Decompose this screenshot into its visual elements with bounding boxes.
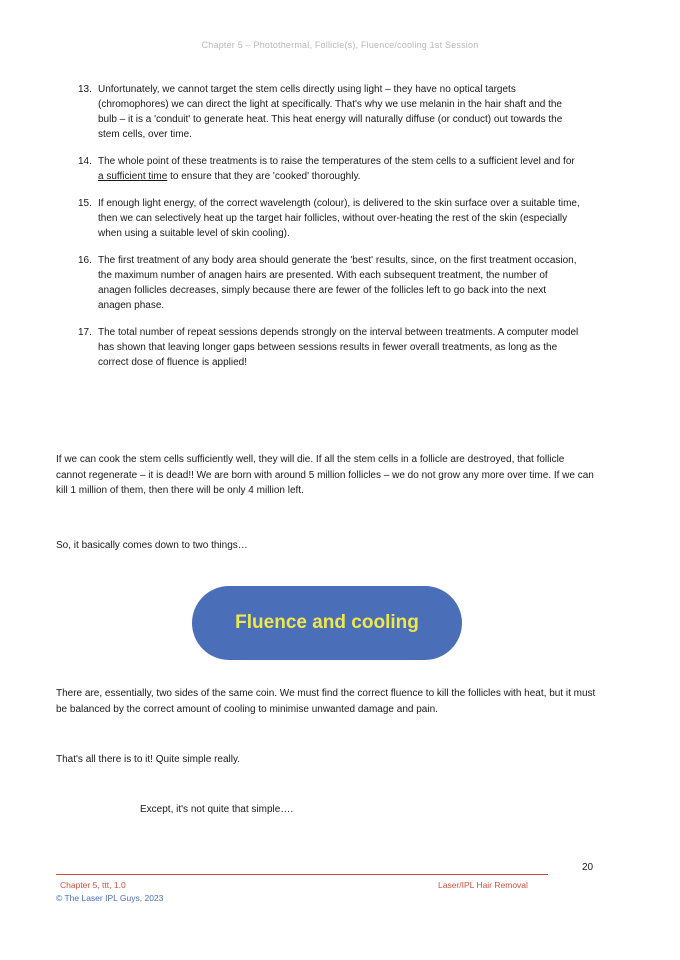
list-item-number: 14. bbox=[78, 156, 92, 167]
footer-title: Laser/IPL Hair Removal bbox=[438, 880, 528, 890]
simple-paragraph: That's all there is to it! Quite simple really. bbox=[56, 754, 241, 765]
list-item-number: 17. bbox=[78, 327, 92, 338]
list-item-number: 15. bbox=[78, 198, 92, 209]
list-item-text: The first treatment of any body area should generate the 'best' results, since, on the first treatment occasion, the maximum number of anagen hairs are presented. With each subsequent treatment, the number of anagen follicles decreases, simply because there are fewer of the follicles left to go back into the next anagen phase. bbox=[98, 255, 577, 311]
list-item bbox=[0, 325, 680, 370]
list-item-text: Unfortunately, we cannot target the stem cells directly using light – they have no optical targets (chromophores) we can direct the light at specifically. That's why we use melanin in the hair shaft and the bulb – it is a 'conduit' to generate heat. This heat energy will naturally diffuse (or conduct) out towards the stem cells, over time. bbox=[98, 84, 563, 140]
underlined-phrase: a sufficient time bbox=[98, 171, 168, 182]
list-item-number: 16. bbox=[78, 255, 92, 266]
list-item-number: 13. bbox=[78, 84, 92, 95]
stem-cells-paragraph: If we can cook the stem cells sufficiently well, they will die. If all the stem cells in a follicle are destroyed, that follicle cannot regenerate – it is dead!! We are born with around 5 million follicles – we do not grow any more over time. If we can kill 1 million of them, then there will be only 4 million left. bbox=[56, 454, 594, 496]
banner-label: Fluence and cooling bbox=[235, 612, 419, 633]
fluence-cooling-banner bbox=[192, 586, 462, 660]
running-header: Chapter 5 – Photothermal, Follicle(s), Fluence/cooling 1st Session bbox=[201, 40, 479, 50]
footer-chapter: Chapter 5, ttt, 1.0 bbox=[60, 880, 126, 890]
numbered-list bbox=[0, 82, 680, 382]
page-number: 20 bbox=[582, 862, 594, 873]
except-paragraph: Except, it's not quite that simple…. bbox=[140, 804, 294, 815]
footer-copyright: © The Laser IPL Guys, 2023 bbox=[56, 893, 164, 903]
list-item bbox=[0, 196, 680, 241]
footer-divider bbox=[56, 874, 548, 875]
list-item-text-start: The whole point of these treatments is to raise the temperatures of the stem cells to a sufficient level and for bbox=[98, 156, 575, 167]
list-item bbox=[0, 82, 680, 142]
list-item-text bbox=[98, 154, 582, 184]
list-item-text-end: to ensure that they are 'cooked' thoroughly. bbox=[167, 171, 361, 182]
two-things-paragraph: So, it basically comes down to two things… bbox=[56, 540, 248, 551]
list-item-text: The total number of repeat sessions depends strongly on the interval between treatments. A computer model has shown that leaving longer gaps between sessions results in fewer overall treatments, as long as the correct dose of fluence is applied! bbox=[98, 327, 579, 368]
list-item bbox=[0, 154, 680, 184]
list-item-text: If enough light energy, of the correct wavelength (colour), is delivered to the skin surface over a suitable time, then we can selectively heat up the target hair follicles, without over-heating the rest of the skin (especially when using a suitable level of skin cooling). bbox=[98, 198, 580, 239]
list-item bbox=[0, 253, 680, 313]
two-sides-paragraph: There are, essentially, two sides of the same coin. We must find the correct fluence to kill the follicles with heat, but it must be balanced by the correct amount of cooling to minimise unwanted damage and pain. bbox=[56, 688, 596, 715]
